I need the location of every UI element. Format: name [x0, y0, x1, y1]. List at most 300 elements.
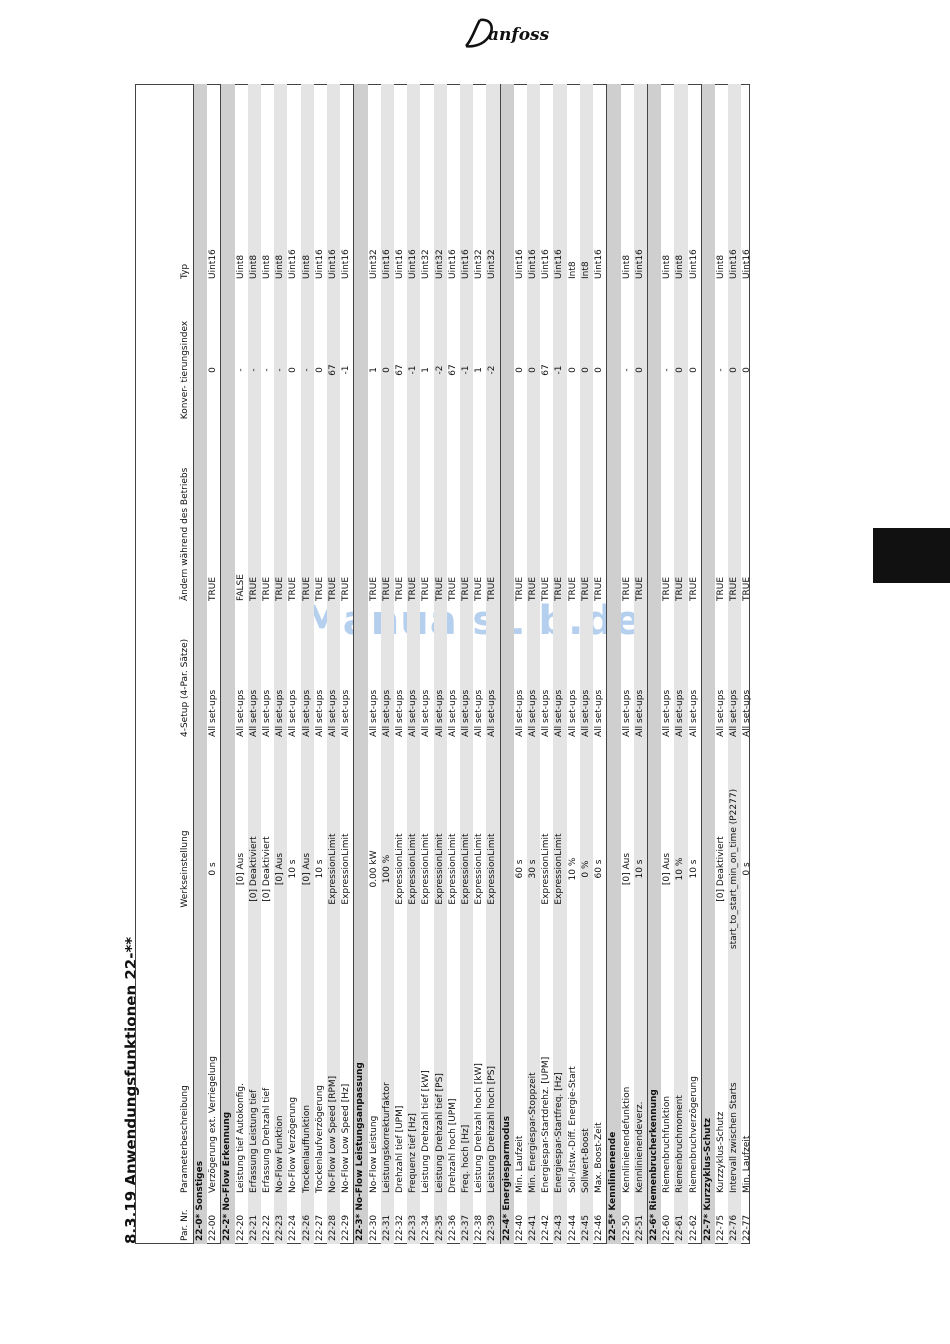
cell-default: 10 s	[288, 859, 299, 879]
table-row	[715, 84, 728, 1244]
group-header-row	[354, 84, 368, 1244]
cell-change: FALSE	[235, 574, 246, 601]
table-row	[580, 84, 593, 1244]
table-row	[368, 84, 381, 1244]
cell-setup: All set-ups	[567, 689, 578, 737]
section-title: 8.3.19 Anwendungsfunktionen 22-**	[122, 936, 140, 1244]
parameter-table	[135, 84, 755, 1244]
cell-default: [0] Aus	[301, 740, 314, 998]
cell-change: TRUE	[474, 576, 485, 601]
group-title: 22-7* Kurzzyklus-Schutz	[701, 84, 715, 1244]
cell-default: ExpressionLimit	[553, 740, 566, 998]
cell-conversion: -	[248, 282, 261, 458]
table-row	[207, 84, 221, 1244]
cell-change: TRUE	[514, 576, 525, 601]
cell-conversion: 0	[580, 282, 593, 458]
cell-setup: All set-ups	[327, 604, 340, 740]
cell-default: 30 s	[527, 740, 540, 998]
table-row	[688, 84, 702, 1244]
table-row	[340, 84, 354, 1244]
cell-change: TRUE	[368, 576, 379, 601]
table-header-row	[135, 84, 194, 1244]
cell-type: Int8	[567, 261, 578, 279]
cell-par-nr: 22-21	[248, 1196, 261, 1244]
cell-default: 10 s	[314, 859, 325, 879]
cell-default: ExpressionLimit	[327, 740, 340, 998]
cell-par-nr: 22-29	[341, 1214, 352, 1241]
cell-conversion: -1	[407, 282, 420, 458]
cell-description: Kennlinienendeverz.	[634, 998, 648, 1196]
cell-setup: All set-ups	[447, 689, 458, 737]
header-setup: 4-Setup (4-Par. Sätze)	[180, 638, 190, 737]
cell-type: Uint32	[368, 249, 379, 279]
table-row	[248, 84, 261, 1244]
cell-default: [0] Aus	[235, 852, 246, 886]
cell-setup: All set-ups	[341, 689, 352, 737]
cell-setup: All set-ups	[514, 689, 525, 737]
danfoss-logo-graphic	[462, 16, 554, 52]
cell-description: Drehzahl hoch [UPM]	[447, 1098, 458, 1193]
cell-description: No-Flow Funktion	[274, 998, 287, 1196]
cell-change: TRUE	[541, 576, 552, 601]
cell-type: Uint16	[447, 249, 458, 279]
cell-description: Frequenz tief [Hz]	[407, 998, 420, 1196]
cell-conversion: -	[621, 368, 632, 372]
cell-change: TRUE	[381, 458, 394, 604]
cell-description: Riemenbruchfunktion	[662, 1095, 673, 1193]
cell-description: Sollwert-Boost	[580, 998, 593, 1196]
cell-conversion: 67	[447, 364, 458, 376]
cell-type: Uint16	[208, 249, 219, 279]
cell-par-nr: 22-34	[421, 1214, 432, 1241]
rotated-page-content	[120, 84, 753, 1244]
cell-change: TRUE	[527, 458, 540, 604]
cell-description: Erfassung Drehzahl tief	[262, 1087, 273, 1193]
cell-setup: All set-ups	[235, 689, 246, 737]
cell-description: Energiespar-Startfreq. [Hz]	[553, 998, 566, 1196]
group-header-row	[701, 84, 715, 1244]
cell-type: Uint16	[327, 84, 340, 282]
table-row	[661, 84, 674, 1244]
cell-type: Uint8	[674, 84, 687, 282]
cell-default: 0 s	[742, 862, 753, 876]
danfoss-logo	[462, 16, 554, 52]
cell-par-nr: 22-46	[594, 1214, 605, 1241]
cell-par-nr: 22-20	[235, 1214, 246, 1241]
cell-setup: All set-ups	[208, 689, 219, 737]
cell-par-nr: 22-42	[541, 1214, 552, 1241]
cell-par-nr: 22-77	[742, 1214, 753, 1241]
cell-type: Uint8	[621, 254, 632, 279]
cell-type: Uint8	[274, 84, 287, 282]
cell-par-nr: 22-23	[274, 1196, 287, 1244]
cell-change: TRUE	[674, 458, 687, 604]
cell-change: TRUE	[447, 576, 458, 601]
cell-type: Uint16	[407, 84, 420, 282]
cell-type: Uint16	[514, 249, 525, 279]
cell-setup: All set-ups	[434, 604, 447, 740]
cell-par-nr: 22-39	[486, 1196, 500, 1244]
cell-par-nr: 22-33	[407, 1196, 420, 1244]
cell-default: ExpressionLimit	[486, 740, 500, 998]
cell-setup: All set-ups	[553, 604, 566, 740]
cell-setup: All set-ups	[421, 689, 432, 737]
table-row	[301, 84, 314, 1244]
group-title: 22-6* Riemenbrucherkennung	[647, 84, 661, 1244]
cell-change: TRUE	[314, 576, 325, 601]
cell-setup: All set-ups	[728, 604, 741, 740]
cell-conversion: -1	[460, 282, 473, 458]
cell-change: TRUE	[567, 576, 578, 601]
cell-description: Min. Energiespar-Stoppzeit	[527, 998, 540, 1196]
cell-setup: All set-ups	[301, 604, 314, 740]
table-row	[394, 84, 407, 1244]
table-row	[593, 84, 607, 1244]
cell-type: Uint32	[486, 84, 500, 282]
header-conversion: Konver- tierungsindex	[180, 320, 190, 420]
cell-default: 0 s	[208, 862, 219, 876]
cell-default: 10 s	[634, 740, 648, 998]
cell-default: ExpressionLimit	[460, 740, 473, 998]
cell-change: TRUE	[460, 458, 473, 604]
cell-change: TRUE	[341, 576, 352, 601]
cell-conversion: 0	[381, 282, 394, 458]
cell-setup: All set-ups	[527, 604, 540, 740]
cell-description: Leistung Drehzahl hoch [kW]	[474, 1063, 485, 1193]
table-row	[527, 84, 540, 1244]
group-title: 22-4* Energiesparmodus	[500, 84, 514, 1244]
cell-setup: All set-ups	[580, 604, 593, 740]
cell-type: Uint16	[460, 84, 473, 282]
cell-type: Uint8	[301, 84, 314, 282]
cell-setup: All set-ups	[381, 604, 394, 740]
group-title: 22-3* No-Flow Leistungsanpassung	[354, 84, 368, 1244]
cell-description: Freq. hoch [Hz]	[460, 998, 473, 1196]
cell-description: No-Flow Leistung	[368, 1115, 379, 1193]
cell-description: Riemenbruchverzögerung	[688, 1076, 699, 1193]
cell-description: No-Flow Low Speed [RPM]	[327, 998, 340, 1196]
cell-par-nr: 22-32	[395, 1214, 406, 1241]
cell-default: 10 %	[567, 857, 578, 881]
cell-par-nr: 22-35	[434, 1196, 447, 1244]
cell-type: Uint32	[421, 249, 432, 279]
cell-default: ExpressionLimit	[421, 833, 432, 905]
cell-setup: All set-ups	[594, 689, 605, 737]
cell-setup: All set-ups	[715, 689, 726, 737]
cell-description: Drehzahl tief [UPM]	[395, 1105, 406, 1193]
cell-conversion: 67	[395, 364, 406, 376]
table-row	[728, 84, 741, 1244]
cell-type: Uint16	[288, 249, 299, 279]
cell-conversion: 0	[688, 367, 699, 373]
cell-description: Verzögerung ext. Verriegelung	[208, 1056, 219, 1193]
header-par-nr: Par. Nr.	[180, 1209, 190, 1241]
cell-conversion: 0	[728, 282, 741, 458]
group-header-row	[194, 84, 208, 1244]
table-row	[407, 84, 420, 1244]
cell-type: Uint8	[262, 254, 273, 279]
cell-par-nr: 22-50	[621, 1214, 632, 1241]
cell-default: 60 s	[514, 859, 525, 879]
cell-change: TRUE	[728, 458, 741, 604]
group-header-row	[500, 84, 514, 1244]
cell-par-nr: 22-24	[288, 1214, 299, 1241]
cell-description: Leistungskorrekturfaktor	[381, 998, 394, 1196]
cell-description: Leistung tief Autokonfig.	[235, 1083, 246, 1193]
cell-change: TRUE	[580, 458, 593, 604]
cell-par-nr: 22-28	[327, 1196, 340, 1244]
table-row	[553, 84, 566, 1244]
cell-default: [0] Aus	[621, 852, 632, 886]
cell-conversion: 67	[541, 364, 552, 376]
table-row	[274, 84, 287, 1244]
table-row	[514, 84, 527, 1244]
header-change: Ändern während des Betriebs	[180, 467, 190, 601]
cell-default: ExpressionLimit	[447, 833, 458, 905]
header-description: Parameterbeschreibung	[180, 1085, 190, 1193]
cell-description: Leistung Drehzahl tief [kW]	[421, 1070, 432, 1193]
cell-default: 10 %	[674, 740, 687, 998]
table-row	[235, 84, 248, 1244]
cell-conversion: 0	[514, 367, 525, 373]
cell-setup: All set-ups	[262, 689, 273, 737]
cell-default: ExpressionLimit	[407, 740, 420, 998]
cell-type: Uint8	[715, 254, 726, 279]
group-title: 22-5* Kennlinienende	[607, 84, 621, 1244]
cell-change: TRUE	[715, 576, 726, 601]
group-title: 22-2* No-Flow Erkennung	[221, 84, 235, 1244]
cell-par-nr: 22-62	[688, 1214, 699, 1241]
cell-setup: All set-ups	[368, 689, 379, 737]
cell-conversion: 0	[634, 282, 648, 458]
table-row	[567, 84, 580, 1244]
table-row	[621, 84, 634, 1244]
cell-setup: All set-ups	[688, 689, 699, 737]
cell-default: ExpressionLimit	[434, 740, 447, 998]
group-header-row	[221, 84, 235, 1244]
table-row	[447, 84, 460, 1244]
cell-default: [0] Deaktiviert	[248, 740, 261, 998]
cell-change: TRUE	[634, 458, 648, 604]
cell-par-nr: 22-51	[634, 1196, 648, 1244]
cell-par-nr: 22-76	[728, 1196, 741, 1244]
cell-change: TRUE	[395, 576, 406, 601]
cell-conversion: 0	[314, 367, 325, 373]
cell-change: TRUE	[327, 458, 340, 604]
cell-conversion: -2	[486, 282, 500, 458]
cell-type: Uint16	[553, 84, 566, 282]
table-row	[381, 84, 394, 1244]
cell-par-nr: 22-31	[381, 1196, 394, 1244]
cell-change: TRUE	[301, 458, 314, 604]
cell-change: TRUE	[421, 576, 432, 601]
cell-type: Uint16	[728, 84, 741, 282]
cell-change: TRUE	[621, 576, 632, 601]
cell-conversion: -	[662, 368, 673, 372]
group-header-row	[647, 84, 661, 1244]
cell-type: Uint32	[434, 84, 447, 282]
cell-conversion: -2	[434, 282, 447, 458]
cell-par-nr: 22-61	[674, 1196, 687, 1244]
cell-description: Kennlinienendefunktion	[621, 1086, 632, 1193]
cell-par-nr: 22-22	[262, 1214, 273, 1241]
cell-description: Erfassung Leistung tief	[248, 998, 261, 1196]
cell-setup: All set-ups	[395, 689, 406, 737]
cell-default: [0] Aus	[274, 740, 287, 998]
cell-par-nr: 22-36	[447, 1214, 458, 1241]
header-type: Typ	[180, 263, 190, 279]
chapter-tab-marker	[873, 528, 950, 583]
cell-setup: All set-ups	[460, 604, 473, 740]
cell-change: TRUE	[434, 458, 447, 604]
cell-par-nr: 22-00	[208, 1214, 219, 1241]
cell-type: Uint16	[381, 84, 394, 282]
cell-par-nr: 22-60	[662, 1214, 673, 1241]
cell-par-nr: 22-27	[314, 1214, 325, 1241]
cell-type: Uint16	[594, 249, 605, 279]
cell-conversion: 0	[567, 367, 578, 373]
cell-setup: All set-ups	[248, 604, 261, 740]
cell-par-nr: 22-38	[474, 1214, 485, 1241]
cell-description: Leistung Drehzahl tief [PS]	[434, 998, 447, 1196]
cell-par-nr: 22-26	[301, 1196, 314, 1244]
group-header-row	[607, 84, 621, 1244]
cell-change: TRUE	[486, 458, 500, 604]
cell-description: Kurzzyklus-Schutz	[715, 1111, 726, 1193]
cell-description: No-Flow Verzögerung	[288, 1096, 299, 1193]
table-body	[194, 84, 755, 1244]
table-row	[314, 84, 327, 1244]
cell-change: TRUE	[288, 576, 299, 601]
cell-par-nr: 22-41	[527, 1196, 540, 1244]
cell-type: Int8	[580, 84, 593, 282]
cell-conversion: 0	[208, 367, 219, 373]
cell-conversion: 1	[421, 367, 432, 373]
cell-type: Uint16	[527, 84, 540, 282]
cell-type: Uint16	[395, 249, 406, 279]
cell-type: Uint8	[235, 254, 246, 279]
cell-type: Uint16	[314, 249, 325, 279]
table-row	[434, 84, 447, 1244]
cell-description: Soll-/Istw.-Diff. Energie-Start	[567, 1066, 578, 1193]
cell-default: 100 %	[381, 740, 394, 998]
cell-change: TRUE	[688, 576, 699, 601]
cell-description: Intervall zwischen Starts	[728, 998, 741, 1196]
cell-setup: All set-ups	[662, 689, 673, 737]
cell-default: 0 %	[580, 740, 593, 998]
cell-change: TRUE	[662, 576, 673, 601]
cell-change: TRUE	[553, 458, 566, 604]
cell-par-nr: 22-30	[368, 1214, 379, 1241]
table-row	[420, 84, 433, 1244]
header-default: Werkseinstellung	[180, 830, 190, 908]
table-row	[287, 84, 300, 1244]
cell-par-nr: 22-45	[580, 1196, 593, 1244]
cell-default: 0.00 kW	[368, 850, 379, 888]
cell-conversion: -	[301, 282, 314, 458]
table-row	[540, 84, 553, 1244]
table-row	[261, 84, 274, 1244]
cell-type: Uint16	[688, 249, 699, 279]
cell-conversion: -	[235, 368, 246, 372]
cell-default: [0] Deaktiviert	[262, 836, 273, 902]
cell-change: TRUE	[274, 458, 287, 604]
cell-type: Uint16	[541, 249, 552, 279]
cell-conversion: 0	[674, 282, 687, 458]
cell-default: ExpressionLimit	[395, 833, 406, 905]
cell-conversion: 0	[742, 367, 753, 373]
cell-setup: All set-ups	[474, 689, 485, 737]
cell-description: No-Flow Low Speed [Hz]	[341, 1083, 352, 1193]
cell-default: ExpressionLimit	[541, 833, 552, 905]
svg-text:anfoss: anfoss	[488, 25, 550, 45]
cell-description: Trockenlauffunktion	[301, 998, 314, 1196]
table-row	[460, 84, 473, 1244]
cell-conversion: 0	[594, 367, 605, 373]
cell-conversion: -	[715, 368, 726, 372]
cell-conversion: -1	[553, 282, 566, 458]
cell-default: [0] Aus	[662, 852, 673, 886]
cell-description: Energiespar-Startdrehz. [UPM]	[541, 1056, 552, 1193]
cell-par-nr: 22-40	[514, 1214, 525, 1241]
cell-type: Uint8	[248, 84, 261, 282]
cell-change: TRUE	[742, 576, 753, 601]
table-row	[674, 84, 687, 1244]
cell-change: TRUE	[262, 576, 273, 601]
cell-conversion: 67	[327, 282, 340, 458]
cell-description: Max. Boost-Zeit	[594, 1122, 605, 1193]
cell-conversion: 1	[474, 367, 485, 373]
cell-setup: All set-ups	[314, 689, 325, 737]
cell-description: Min. Laufzeit	[742, 1135, 753, 1193]
cell-setup: All set-ups	[634, 604, 648, 740]
cell-default: 60 s	[594, 859, 605, 879]
cell-description: Riemenbruchmoment	[674, 998, 687, 1196]
cell-conversion: 0	[527, 282, 540, 458]
cell-conversion: -	[262, 368, 273, 372]
cell-setup: All set-ups	[486, 604, 500, 740]
table-row	[473, 84, 486, 1244]
cell-default: [0] Deaktiviert	[715, 836, 726, 902]
cell-conversion: -1	[341, 365, 352, 375]
table-row	[327, 84, 340, 1244]
cell-change: TRUE	[208, 576, 219, 601]
cell-type: Uint8	[662, 254, 673, 279]
cell-par-nr: 22-44	[567, 1214, 578, 1241]
cell-setup: All set-ups	[742, 689, 753, 737]
cell-change: TRUE	[248, 458, 261, 604]
table-row	[741, 84, 754, 1244]
cell-par-nr: 22-37	[460, 1196, 473, 1244]
cell-default: 10 s	[688, 859, 699, 879]
cell-setup: All set-ups	[674, 604, 687, 740]
cell-par-nr: 22-43	[553, 1196, 566, 1244]
cell-type: Uint16	[634, 84, 648, 282]
cell-description: Trockenlaufverzögerung	[314, 1084, 325, 1193]
cell-type: Uint16	[742, 249, 753, 279]
cell-par-nr: 22-75	[715, 1214, 726, 1241]
cell-setup: All set-ups	[288, 689, 299, 737]
cell-setup: All set-ups	[541, 689, 552, 737]
table-row	[486, 84, 500, 1244]
cell-description: Leistung Drehzahl hoch [PS]	[486, 998, 500, 1196]
cell-conversion: -	[274, 282, 287, 458]
cell-type: Uint32	[474, 249, 485, 279]
cell-setup: All set-ups	[407, 604, 420, 740]
table-row	[634, 84, 648, 1244]
cell-conversion: 1	[368, 367, 379, 373]
cell-default: ExpressionLimit	[341, 833, 352, 905]
